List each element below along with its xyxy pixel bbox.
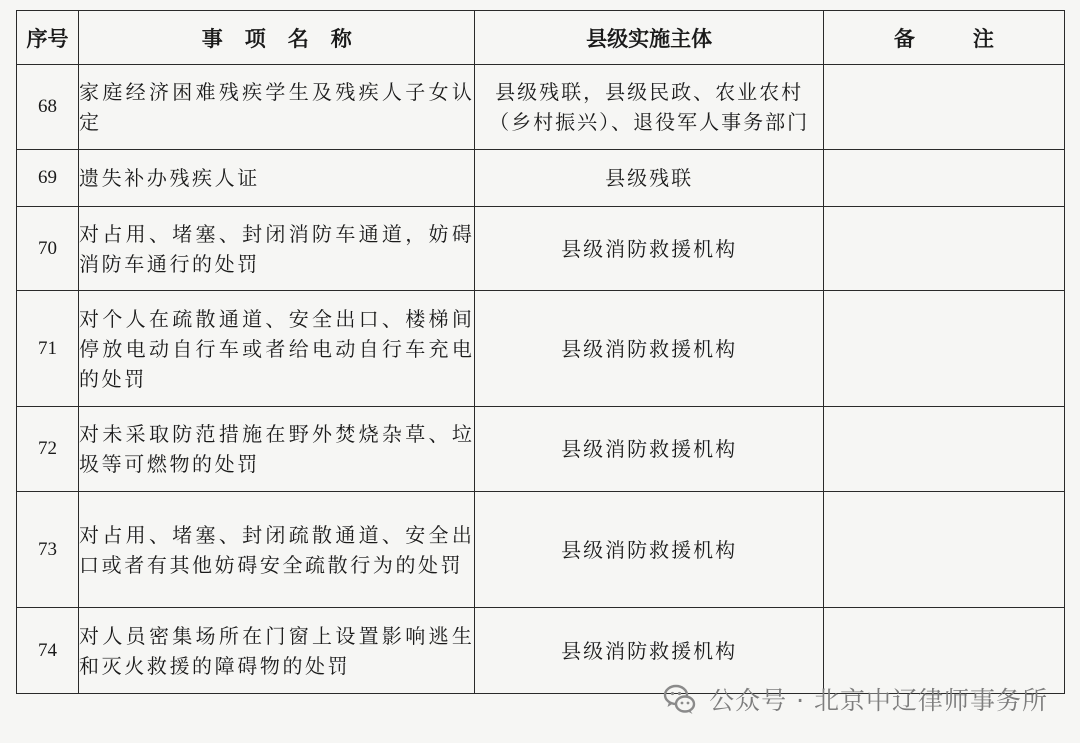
- row-no: 71: [17, 291, 79, 407]
- table-row: [17, 291, 1065, 407]
- row-note: [823, 65, 1064, 150]
- row-note: [823, 407, 1064, 492]
- row-name: 家庭经济困难残疾学生及残疾人子女认定: [79, 65, 475, 150]
- header-note: 备注: [823, 11, 1064, 65]
- watermark: [663, 679, 1048, 719]
- row-note: [823, 150, 1064, 207]
- header-body: 县级实施主体: [475, 11, 823, 65]
- row-no: 74: [17, 608, 79, 694]
- row-name: 对占用、堵塞、封闭疏散通道、安全出口或者有其他妨碍安全疏散行为的处罚: [79, 492, 475, 608]
- row-name: 对未采取防范措施在野外焚烧杂草、垃圾等可燃物的处罚: [79, 407, 475, 492]
- row-note: [823, 291, 1064, 407]
- row-no: 69: [17, 150, 79, 207]
- row-no: 70: [17, 207, 79, 291]
- row-name: 遗失补办残疾人证: [79, 150, 475, 207]
- row-body: 县级残联，县级民政、农业农村（乡村振兴）、退役军人事务部门: [475, 65, 823, 150]
- row-body: 县级消防救援机构: [475, 291, 823, 407]
- row-no: 73: [17, 492, 79, 608]
- row-body: 县级消防救援机构: [475, 608, 823, 694]
- wechat-icon: [663, 682, 697, 716]
- header-name: 事项名称: [79, 11, 475, 65]
- row-name: 对个人在疏散通道、安全出口、楼梯间停放电动自行车或者给电动自行车充电的处罚: [79, 291, 475, 407]
- row-note: [823, 207, 1064, 291]
- table-header-row: [17, 11, 1065, 65]
- row-name: 对人员密集场所在门窗上设置影响逃生和灭火救援的障碍物的处罚: [79, 608, 475, 694]
- row-no: 72: [17, 407, 79, 492]
- row-note: [823, 492, 1064, 608]
- row-no: 68: [17, 65, 79, 150]
- row-body: 县级消防救援机构: [475, 207, 823, 291]
- table-row: [17, 207, 1065, 291]
- row-body: 县级消防救援机构: [475, 492, 823, 608]
- row-body: 县级残联: [475, 150, 823, 207]
- watermark-text: 公众号 · 北京中辽律师事务所: [709, 686, 1048, 715]
- table-row: [17, 492, 1065, 608]
- table-row: [17, 65, 1065, 150]
- header-no: 序号: [17, 11, 79, 65]
- row-name: 对占用、堵塞、封闭消防车通道，妨碍消防车通行的处罚: [79, 207, 475, 291]
- row-body: 县级消防救援机构: [475, 407, 823, 492]
- table-row: [17, 150, 1065, 207]
- matters-table: [16, 10, 1065, 694]
- table-row: [17, 407, 1065, 492]
